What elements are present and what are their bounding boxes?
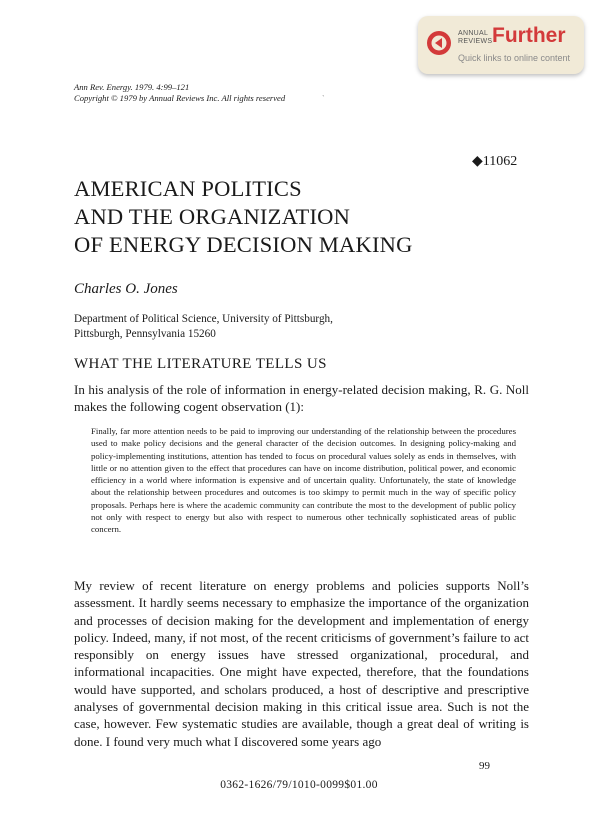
- intro-paragraph: In his analysis of the role of information in energy-related decision making, R. G. Noll makes the following cogent observation (1):: [74, 382, 529, 414]
- further-banner[interactable]: [418, 16, 584, 74]
- affiliation: [74, 312, 333, 342]
- banner-reviews-text: REVIEWS: [458, 38, 493, 45]
- title-line: AMERICAN POLITICS: [74, 176, 302, 201]
- affiliation-line: Pittsburgh, Pennsylvania 15260: [74, 328, 216, 340]
- banner-further-text: Further: [492, 24, 566, 47]
- annual-reviews-logo-icon: [426, 30, 452, 56]
- banner-tagline: Quick links to online content: [458, 53, 571, 63]
- affiliation-line: Department of Political Science, University of Pittsburgh,: [74, 313, 333, 325]
- banner-annual-reviews: [458, 30, 492, 46]
- journal-line: Ann Rev. Energy. 1979. 4:99–121: [74, 82, 190, 92]
- title-line: AND THE ORGANIZATION: [74, 204, 351, 229]
- footer-code: 0362-1626/79/1010-0099$01.00: [220, 779, 378, 791]
- scan-mark: `: [322, 94, 325, 103]
- author-name: Charles O. Jones: [74, 281, 178, 297]
- article-title: [74, 175, 413, 259]
- section-heading: WHAT THE LITERATURE TELLS US: [74, 356, 327, 372]
- page-number: 99: [479, 760, 490, 772]
- copyright-line: Copyright © 1979 by Annual Reviews Inc. All rights reserved: [74, 93, 286, 103]
- document-id: ◆11062: [472, 154, 518, 169]
- title-line: OF ENERGY DECISION MAKING: [74, 232, 413, 257]
- block-quote: Finally, far more attention needs to be paid to improving our understanding of the relationship between the procedures used to make policy decisions and the general character of the decision outcomes. In designing policy-making and policy-implementing institutions, attention has tended to focus on procedural values solely as ends in themselves, with little or no attention given to the effect that procedures can have on income distribution, political power, and economic efficiency in a world where information is expensive and of uncertain quality. Unfortunately, the state of knowledge about the relationship between procedures and outcomes is too skimpy to permit much in the way of specific policy proposals. Perhaps here is where the academic community can contribute the most to the development of public policy not only with respect to energy but also with respect to numerous other technically sophisticated areas of public concern.: [91, 426, 516, 535]
- citation: [74, 82, 285, 104]
- body-paragraph: My review of recent literature on energy problems and policies supports Noll’s assessment. It hardly seems necessary to emphasize the importance of the organization and processes of decision making for the development and implementation of energy policy. Indeed, many, if not most, of the recent criticisms of government’s failure to act responsibly on energy issues have stressed organizational, procedural, and informational incapacities. One might have expected, therefore, that the foundations would have supported, and scholars produced, a host of descriptive and prescriptive analyses of governmental decision making in this critical issue area. Such is not the case, however. Few systematic studies are available, though a great deal of writing is done. I found very much what I discovered some years ago: [74, 578, 529, 749]
- banner-annual-text: ANNUAL: [458, 30, 489, 37]
